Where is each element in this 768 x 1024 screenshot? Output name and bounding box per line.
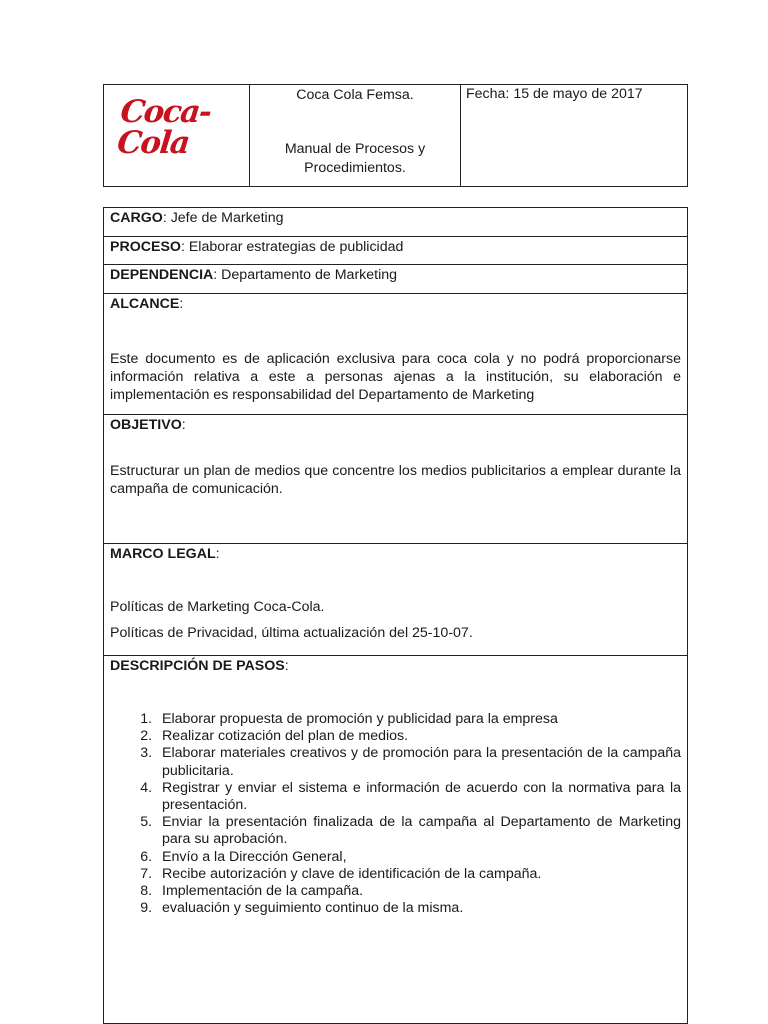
objetivo-row — [104, 415, 688, 544]
cargo-label: CARGO — [110, 210, 163, 226]
step-item: 3. Elaborar materiales creativos y de promoción para la presentación de la campaña publicitaria. — [156, 745, 681, 779]
objetivo-text: Estructurar un plan de medios que concentre los medios publicitarios a emplear durante la campaña de comunicación. — [110, 463, 681, 497]
document-header — [103, 84, 688, 187]
marco-legal-item: Políticas de Marketing Coca-Cola. — [110, 599, 325, 615]
descripcion-label: DESCRIPCIÓN DE PASOS — [110, 658, 285, 674]
descripcion-row — [104, 656, 688, 1024]
step-item: 4. Registrar y enviar el sistema e información de acuerdo con la normativa para la presentación. — [156, 780, 681, 814]
dependencia-row — [104, 265, 688, 294]
cargo-row — [104, 208, 688, 237]
procedure-table — [103, 207, 688, 1024]
step-item: 7. Recibe autorización y clave de identificación de la campaña. — [156, 866, 681, 883]
step-item: 5. Enviar la presentación finalizada de la campaña al Departamento de Marketing para su aprobación. — [156, 814, 681, 848]
proceso-value: : Elaborar estrategias de publicidad — [180, 239, 404, 255]
dependencia-label: DEPENDENCIA — [110, 267, 214, 283]
objetivo-colon: : — [181, 417, 186, 433]
company-name: Coca Cola Femsa. — [296, 87, 414, 103]
document-date: Fecha: 15 de mayo de 2017 — [466, 86, 643, 102]
objetivo-label: OBJETIVO — [110, 417, 182, 433]
alcance-row — [104, 294, 688, 415]
marco-legal-item: Políticas de Privacidad, última actualización del 25-10-07. — [110, 625, 473, 641]
step-item: 6. Envío a la Dirección General, — [156, 849, 681, 866]
step-item: 2. Realizar cotización del plan de medios. — [156, 728, 681, 745]
proceso-row — [104, 237, 688, 265]
marco-legal-row — [104, 544, 688, 656]
proceso-label: PROCESO — [110, 239, 181, 255]
step-item: 9. evaluación y seguimiento continuo de la misma. — [156, 900, 681, 917]
manual-title: Manual de Procesos y Procedimientos. — [284, 141, 426, 176]
date-cell — [461, 85, 688, 187]
marco-legal-label: MARCO LEGAL — [110, 546, 216, 562]
alcance-text: Este documento es de aplicación exclusiva para coca cola y no podrá proporcionarse información relativa a este a personas ajenas a la institución, su elaboración e implementación es responsabilidad del Departamento de Marketing — [110, 351, 681, 403]
coca-cola-logo: Coca-Cola — [115, 94, 213, 161]
logo-cell — [104, 85, 250, 187]
company-cell — [250, 85, 461, 187]
cargo-value: : Jefe de Marketing — [162, 210, 284, 226]
steps-list — [110, 711, 681, 917]
dependencia-value: : Departamento de Marketing — [213, 267, 398, 283]
marco-legal-colon: : — [215, 546, 220, 562]
step-item: 8. Implementación de la campaña. — [156, 883, 681, 900]
descripcion-colon: : — [284, 658, 289, 674]
step-item: 1. Elaborar propuesta de promoción y publicidad para la empresa — [156, 711, 681, 728]
alcance-colon: : — [179, 296, 184, 312]
alcance-label: ALCANCE — [110, 296, 180, 312]
